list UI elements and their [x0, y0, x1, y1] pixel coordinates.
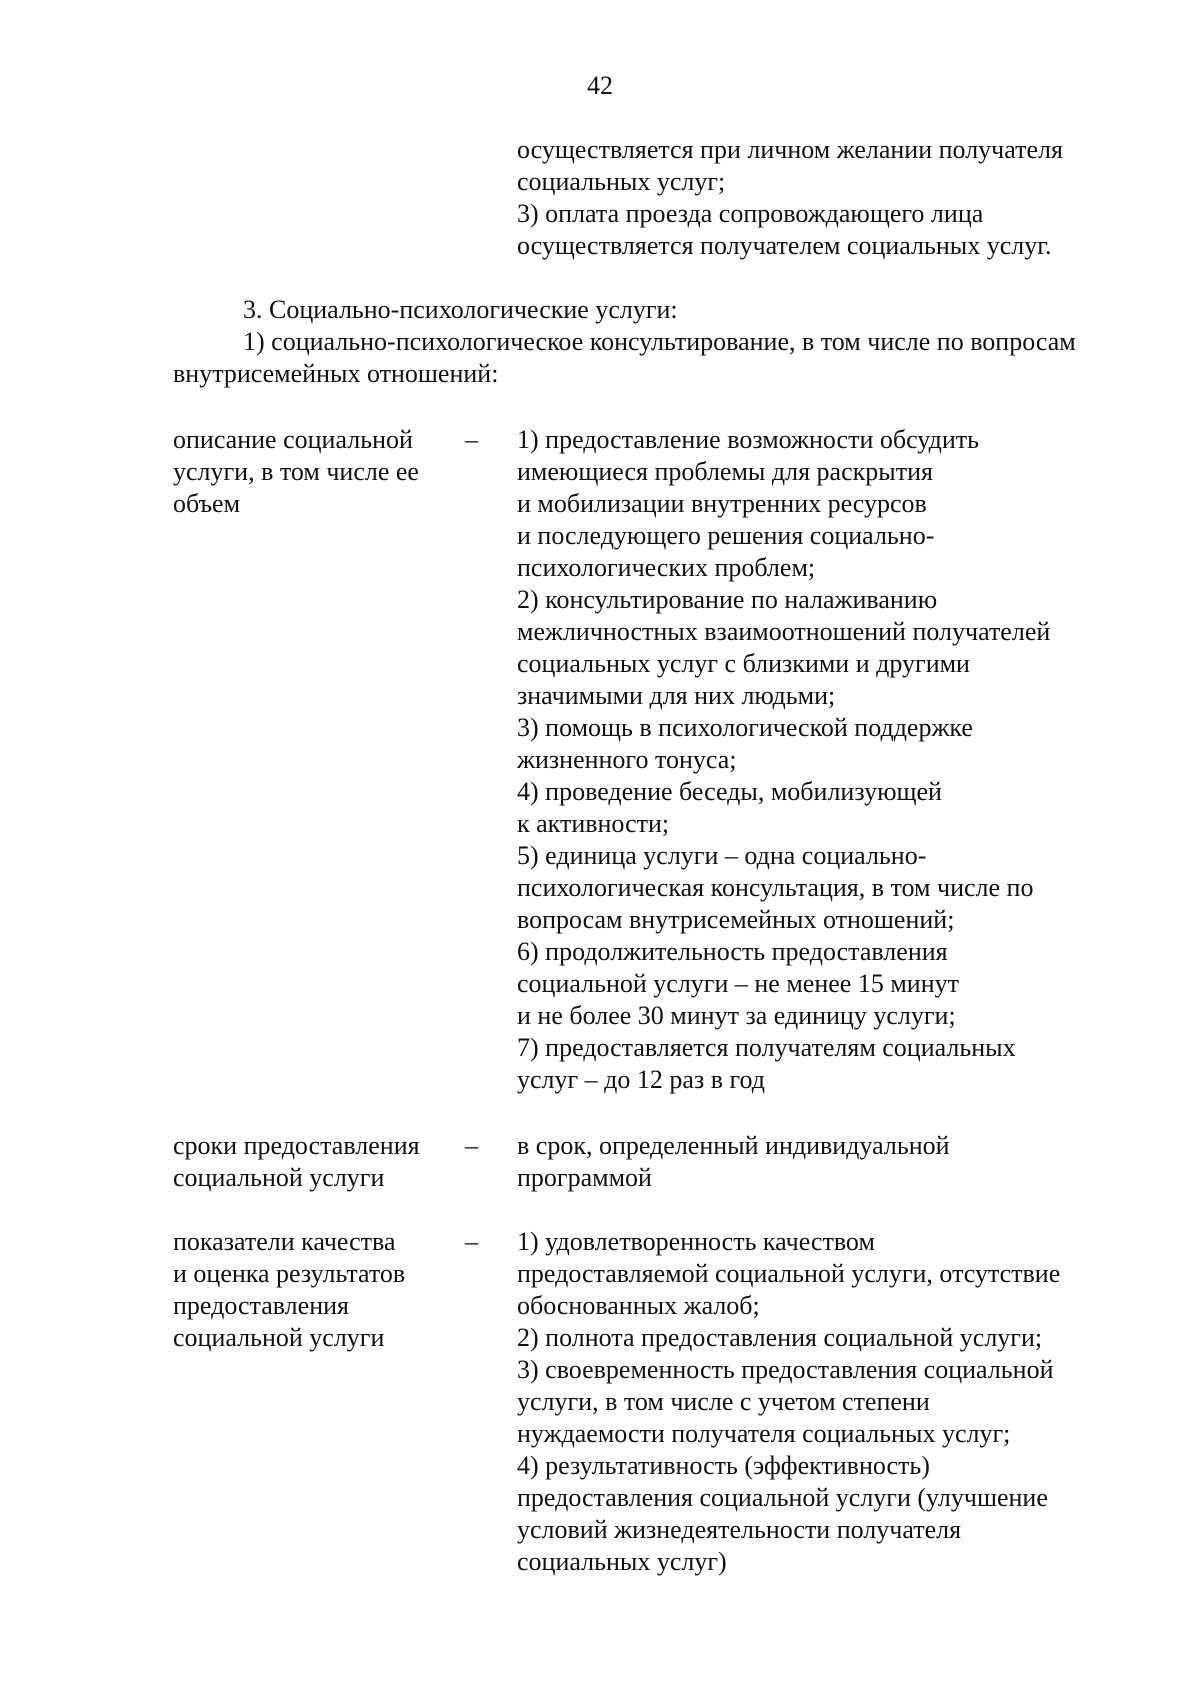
row-label: услуги, в том числе ее [173, 457, 419, 486]
row-dash: – [465, 1227, 478, 1256]
row-value-line: 5) единица услуги – одна социально- [517, 841, 927, 870]
row-value-line: услуги, в том числе с учетом степени [517, 1387, 930, 1416]
page-number: 42 [587, 71, 613, 100]
row-label: описание социальной [173, 425, 413, 454]
row-value-line: 3) помощь в психологической поддержке [517, 713, 973, 742]
row-dash: – [465, 425, 478, 454]
row-value-line: имеющиеся проблемы для раскрытия [517, 457, 933, 486]
subsection-title: 1) социально-психологическое консультирование, в том числе по вопросам [243, 327, 1076, 356]
row-value-line: 2) полнота предоставления социальной услуги; [517, 1323, 1043, 1352]
row-value-line: обоснованных жалоб; [517, 1291, 760, 1320]
row-value-line: и последующего решения социально- [517, 521, 935, 550]
row-value-line: и не более 30 минут за единицу услуги; [517, 1001, 956, 1030]
continuation-line: социальных услуг; [517, 167, 726, 196]
continuation-line: осуществляется получателем социальных услуг. [517, 231, 1052, 260]
row-label: показатели качества [173, 1227, 396, 1256]
row-value-line: нуждаемости получателя социальных услуг; [517, 1419, 1011, 1448]
subsection-title-cont: внутрисемейных отношений: [173, 359, 499, 388]
row-value-line: 3) своевременность предоставления социальной [517, 1355, 1054, 1384]
row-label: и оценка результатов [173, 1259, 406, 1288]
row-label: объем [173, 489, 241, 518]
row-value-line: и мобилизации внутренних ресурсов [517, 489, 927, 518]
row-value-line: психологическая консультация, в том числе по [517, 873, 1034, 902]
row-label: предоставления [173, 1291, 349, 1320]
row-label: сроки предоставления [173, 1131, 420, 1160]
row-value-line: программой [517, 1163, 652, 1192]
row-value-line: значимыми для них людьми; [517, 681, 836, 710]
row-value-line: 1) удовлетворенность качеством [517, 1227, 875, 1256]
row-value-line: 1) предоставление возможности обсудить [517, 425, 980, 454]
row-value-line: социальных услуг) [517, 1547, 727, 1576]
row-value-line: предоставляемой социальной услуги, отсутствие [517, 1259, 1061, 1288]
row-value-line: вопросам внутрисемейных отношений; [517, 905, 955, 934]
row-value-line: жизненного тонуса; [517, 745, 737, 774]
row-dash: – [465, 1131, 478, 1160]
section-title: 3. Социально-психологические услуги: [243, 295, 678, 324]
row-value-line: 7) предоставляется получателям социальных [517, 1033, 1016, 1062]
row-label: социальной услуги [173, 1323, 385, 1352]
row-value-line: социальных услуг с близкими и другими [517, 649, 970, 678]
row-value-line: социальной услуги – не менее 15 минут [517, 969, 959, 998]
row-value-line: 2) консультирование по налаживанию [517, 585, 938, 614]
row-value-line: 4) результативность (эффективность) [517, 1451, 930, 1480]
continuation-line: осуществляется при личном желании получателя [517, 135, 1063, 164]
row-value-line: 6) продолжительность предоставления [517, 937, 948, 966]
row-value-line: услуг – до 12 раз в год [517, 1065, 765, 1094]
row-value-line: межличностных взаимоотношений получателей [517, 617, 1051, 646]
continuation-line: 3) оплата проезда сопровождающего лица [517, 199, 984, 228]
row-value-line: условий жизнедеятельности получателя [517, 1515, 962, 1544]
row-value-line: 4) проведение беседы, мобилизующей [517, 777, 942, 806]
row-value-line: в срок, определенный индивидуальной [517, 1131, 950, 1160]
row-value-line: предоставления социальной услуги (улучшение [517, 1483, 1048, 1512]
row-value-line: психологических проблем; [517, 553, 816, 582]
row-value-line: к активности; [517, 809, 670, 838]
row-label: социальной услуги [173, 1163, 385, 1192]
